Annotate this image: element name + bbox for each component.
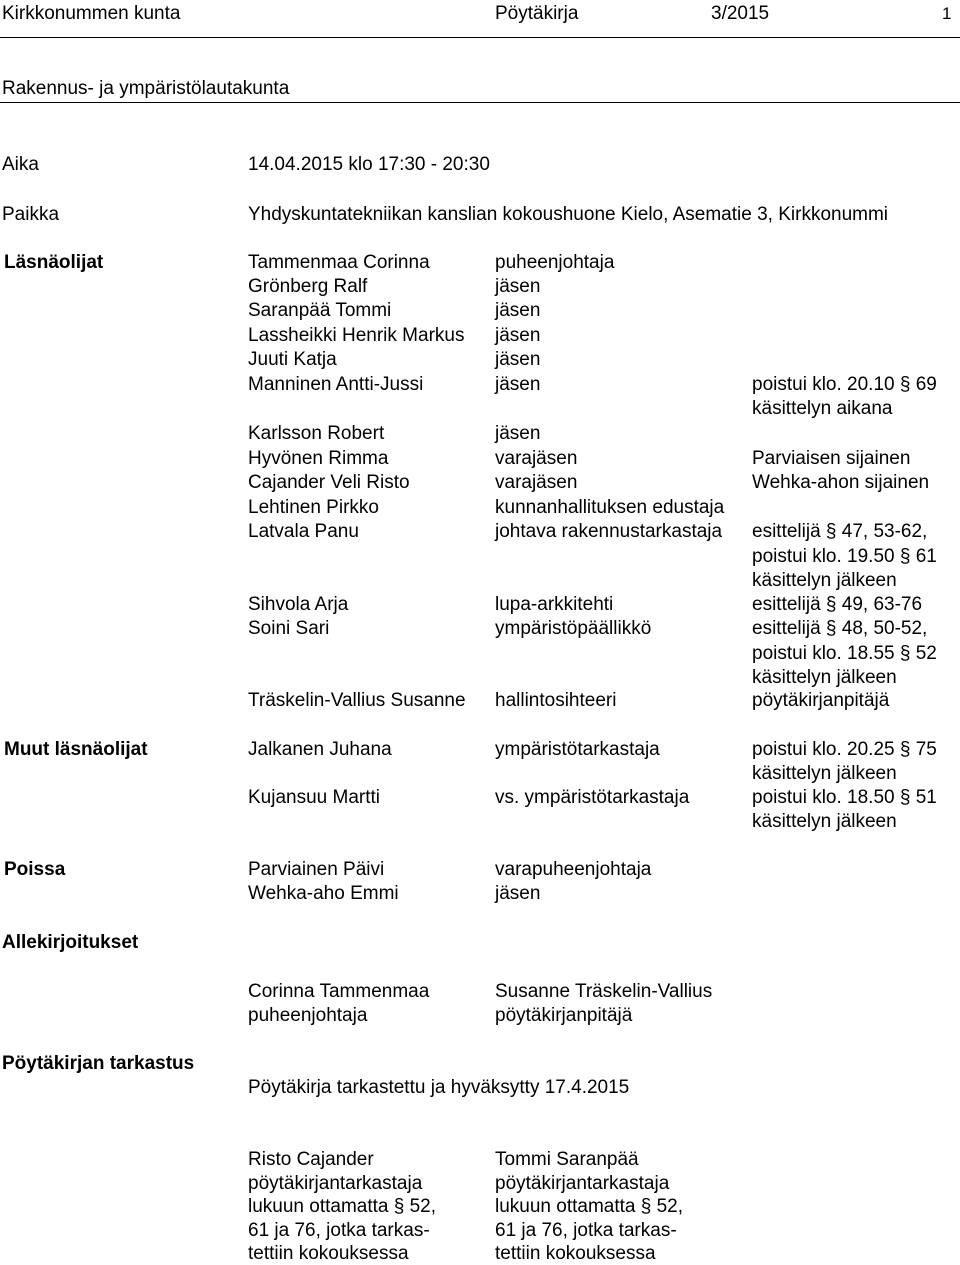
present-role: jäsen	[495, 349, 541, 370]
present-note: esittelijä § 47, 53-62,	[752, 521, 928, 542]
board-name: Rakennus- ja ympäristölautakunta	[2, 78, 290, 99]
present-name: Soini Sari	[248, 618, 330, 639]
signature-right-name: Susanne Träskelin-Vallius	[495, 981, 713, 1002]
reviewer-right-line: lukuun ottamatta § 52,	[495, 1196, 684, 1217]
signatures-label: Allekirjoitukset	[2, 932, 139, 953]
page-number: 1	[942, 4, 952, 23]
reviewer-right-line: Tommi Saranpää	[495, 1149, 639, 1170]
present-name: Sihvola Arja	[248, 594, 349, 615]
present-role: jäsen	[495, 300, 541, 321]
present-name: Grönberg Ralf	[248, 276, 368, 297]
present-note: käsittelyn aikana	[752, 398, 893, 419]
present-name: Manninen Antti-Jussi	[248, 374, 424, 395]
others-note: poistui klo. 20.25 § 75	[752, 739, 937, 760]
absent-role: varapuheenjohtaja	[495, 859, 652, 880]
present-role: hallintosihteeri	[495, 690, 617, 711]
reviewer-left-line: tettiin kokouksessa	[248, 1243, 409, 1264]
signature-left-name: Corinna Tammenmaa	[248, 981, 430, 1002]
others-note: käsittelyn jälkeen	[752, 811, 897, 832]
others-name: Kujansuu Martti	[248, 787, 381, 808]
reviewer-left-line: 61 ja 76, jotka tarkas-	[248, 1220, 430, 1241]
present-note: pöytäkirjanpitäjä	[752, 690, 890, 711]
present-role: varajäsen	[495, 448, 578, 469]
reviewer-right-line: 61 ja 76, jotka tarkas-	[495, 1220, 677, 1241]
absent-label: Poissa	[4, 859, 66, 880]
reviewer-right-line: pöytäkirjantarkastaja	[495, 1173, 670, 1194]
time-value: 14.04.2015 klo 17:30 - 20:30	[248, 154, 490, 175]
time-label: Aika	[2, 154, 39, 175]
others-role: ympäristötarkastaja	[495, 739, 660, 760]
present-role: johtava rakennustarkastaja	[495, 521, 723, 542]
document-type: Pöytäkirja	[495, 3, 579, 24]
review-statement: Pöytäkirja tarkastettu ja hyväksytty 17.4.2015	[248, 1077, 630, 1098]
review-label: Pöytäkirjan tarkastus	[2, 1053, 195, 1074]
present-note: esittelijä § 49, 63-76	[752, 594, 923, 615]
present-note: poistui klo. 20.10 § 69	[752, 374, 937, 395]
absent-name: Wehka-aho Emmi	[248, 883, 399, 904]
others-role: vs. ympäristötarkastaja	[495, 787, 690, 808]
present-note: poistui klo. 19.50 § 61	[752, 546, 937, 567]
document-number: 3/2015	[711, 3, 770, 24]
reviewer-right-line: tettiin kokouksessa	[495, 1243, 656, 1264]
present-name: Juuti Katja	[248, 349, 337, 370]
others-label: Muut läsnäolijat	[4, 739, 148, 760]
present-role: lupa-arkkitehti	[495, 594, 614, 615]
absent-name: Parviainen Päivi	[248, 859, 385, 880]
present-role: ympäristöpäällikkö	[495, 618, 652, 639]
present-name: Lassheikki Henrik Markus	[248, 325, 465, 346]
present-name: Karlsson Robert	[248, 423, 385, 444]
reviewer-left-line: lukuun ottamatta § 52,	[248, 1196, 437, 1217]
present-note: Parviaisen sijainen	[752, 448, 911, 469]
present-name: Träskelin-Vallius Susanne	[248, 690, 466, 711]
reviewer-left-line: pöytäkirjantarkastaja	[248, 1173, 423, 1194]
header-divider	[0, 37, 960, 38]
others-name: Jalkanen Juhana	[248, 739, 392, 760]
present-note: käsittelyn jälkeen	[752, 667, 897, 688]
board-divider	[0, 102, 960, 103]
present-role: jäsen	[495, 374, 541, 395]
present-note: poistui klo. 18.55 § 52	[752, 643, 937, 664]
present-role: varajäsen	[495, 472, 578, 493]
present-role: jäsen	[495, 276, 541, 297]
absent-role: jäsen	[495, 883, 541, 904]
present-note: käsittelyn jälkeen	[752, 570, 897, 591]
present-note: esittelijä § 48, 50-52,	[752, 618, 928, 639]
reviewer-left-line: Risto Cajander	[248, 1149, 374, 1170]
municipality-name: Kirkkonummen kunta	[2, 3, 181, 24]
present-label: Läsnäolijat	[4, 252, 104, 273]
present-name: Hyvönen Rimma	[248, 448, 389, 469]
present-role: puheenjohtaja	[495, 252, 615, 273]
present-name: Lehtinen Pirkko	[248, 497, 379, 518]
signature-right-role: pöytäkirjanpitäjä	[495, 1005, 633, 1026]
present-name: Cajander Veli Risto	[248, 472, 410, 493]
present-name: Saranpää Tommi	[248, 300, 392, 321]
others-note: käsittelyn jälkeen	[752, 763, 897, 784]
place-value: Yhdyskuntatekniikan kanslian kokoushuone Kielo, Asematie 3, Kirkkonummi	[248, 204, 889, 225]
others-note: poistui klo. 18.50 § 51	[752, 787, 937, 808]
signature-left-role: puheenjohtaja	[248, 1005, 368, 1026]
present-role: jäsen	[495, 325, 541, 346]
present-role: jäsen	[495, 423, 541, 444]
present-name: Tammenmaa Corinna	[248, 252, 430, 273]
present-note: Wehka-ahon sijainen	[752, 472, 930, 493]
present-name: Latvala Panu	[248, 521, 359, 542]
place-label: Paikka	[2, 204, 60, 225]
present-role: kunnanhallituksen edustaja	[495, 497, 725, 518]
